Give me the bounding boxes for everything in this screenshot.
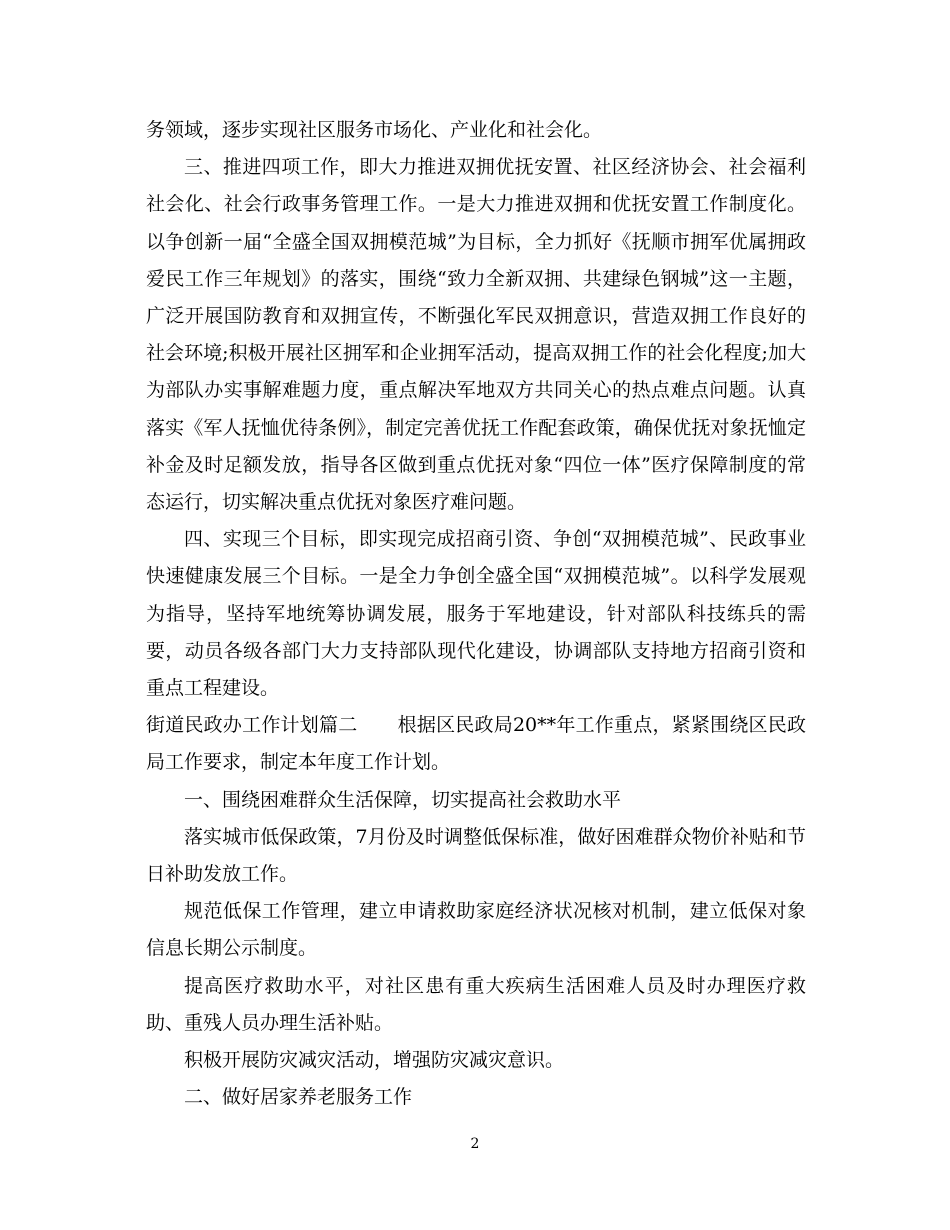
paragraph-section-three: 三、推进四项工作，即大力推进双拥优抚安置、社区经济协会、社会福利社会化、社会行政事务管理工作。一是大力推进双拥和优抚安置工作制度化。以争创新一届“全盛全国双拥模范城”为目标，全力抓好《抚顺市拥军优属拥政爱民工作三年规划》的落实，围绕“致力全新双拥、共建绿色钢城”这一主题，广泛开展国防教育和双拥宣传，不断强化军民双拥意识，营造双拥工作良好的社会环境;积极开展社区拥军和企业拥军活动，提高双拥工作的社会化程度;加大为部队办实事解难题力度，重点解决军地双方共同关心的热点难点问题。认真落实《军人抚恤优待条例》，制定完善优抚工作配套政策，确保优抚对象抚恤定补金及时足额发放，指导各区做到重点优抚对象“四位一体”医疗保障制度的常态运行，切实解决重点优抚对象医疗难问题。 — [146, 156, 806, 514]
paragraph-medical-aid: 提高医疗救助水平，对社区患有重大疾病生活困难人员及时办理医疗救助、重残人员办理生活补贴。 — [146, 974, 806, 1034]
section-heading-paragraph — [146, 707, 806, 781]
page-number: 2 — [470, 1136, 480, 1152]
section-heading-title: 街道民政办工作计划篇二 — [146, 714, 358, 737]
paragraph-section-four: 四、实现三个目标，即实现完成招商引资、争创“双拥模范城”、民政事业快速健康发展三个目标。一是全力争创全盛全国“双拥模范城”。以科学发展观为指导，坚持军地统筹协调发展，服务于军地建设，针对部队科技练兵的需要，动员各级各部门大力支持部队现代化建设，协调部队支持地方招商引资和重点工程建设。 — [146, 528, 806, 700]
document-body — [146, 112, 806, 1116]
section-heading-intro: 根据区民政局20**年工作重点，紧紧围绕区民政局工作要求，制定本年度工作计划。 — [146, 714, 806, 774]
paragraph-item-one-heading: 一、围绕困难群众生活保障，切实提高社会救助水平 — [184, 788, 622, 811]
paragraph-continuation: 务领域，逐步实现社区服务市场化、产业化和社会化。 — [146, 119, 603, 141]
paragraph-low-income-management: 规范低保工作管理，建立申请救助家庭经济状况核对机制，建立低保对象信息长期公示制度。 — [146, 900, 806, 960]
paragraph-disaster-prevention: 积极开展防灾减灾活动，增强防灾减灾意识。 — [184, 1049, 565, 1072]
paragraph-item-two-heading: 二、做好居家养老服务工作 — [184, 1086, 413, 1109]
paragraph-low-income-policy: 落实城市低保政策，7月份及时调整低保标准，做好困难群众物价补贴和节日补助发放工作。 — [146, 825, 806, 886]
